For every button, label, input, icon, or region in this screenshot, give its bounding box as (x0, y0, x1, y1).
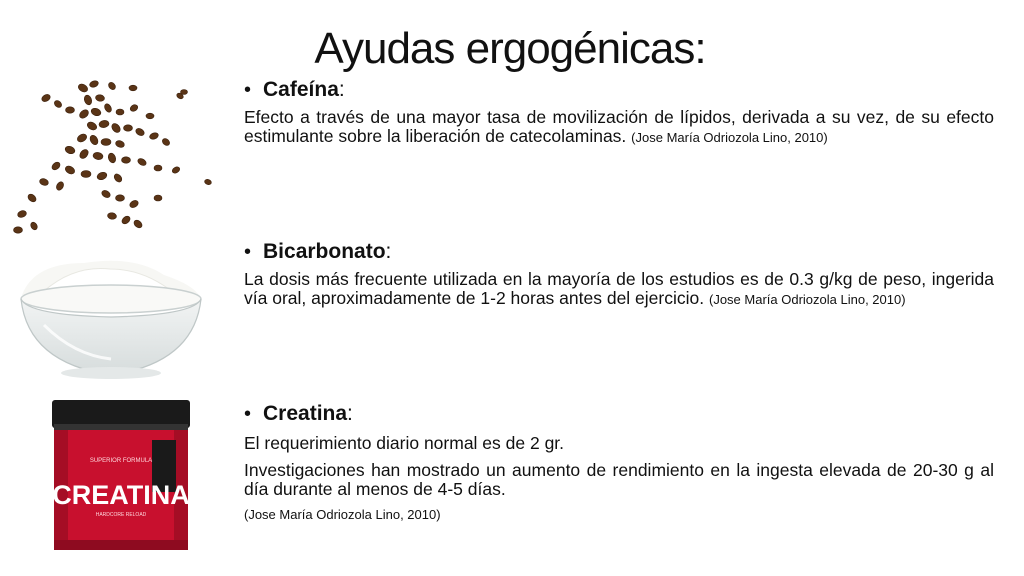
creatine-jar-label: CREATINA (52, 480, 190, 510)
creatina-citation: (Jose María Odriozola Lino, 2010) (244, 507, 441, 522)
svg-text:HARDCORE RELOAD: HARDCORE RELOAD (95, 512, 147, 518)
bullet-cafeina (244, 78, 994, 102)
bicarbonato-text: La dosis más frecuente utilizada en la mayoría de los estudios es de 0.3 g/kg de peso, ingerida vía oral, aproximadamente de 1-2 horas antes del ejercicio. (244, 269, 994, 308)
powder-bowl-image (14, 255, 208, 385)
svg-text:SUPERIOR FORMULA: SUPERIOR FORMULA (89, 458, 153, 464)
bicarbonato-text-block (244, 270, 994, 309)
slide-title: Ayudas ergogénicas: (314, 24, 706, 73)
cafeina-citation: (Jose María Odriozola Lino, 2010) (631, 130, 828, 145)
bullet-dot: • (244, 241, 252, 263)
heading-cafeina: Cafeína (263, 78, 339, 101)
cafeina-text: Efecto a través de una mayor tasa de movilización de lípidos, derivada a su vez, de su efecto estimulante sobre la liberación de catecolaminas. (244, 107, 994, 146)
heading-creatina: Creatina (263, 402, 348, 425)
section-bicarbonato (244, 240, 994, 309)
heading-colon: : (338, 78, 345, 101)
heading-bicarbonato: Bicarbonato (263, 240, 386, 263)
bicarbonato-citation: (Jose María Odriozola Lino, 2010) (709, 292, 906, 307)
creatina-line-2: Investigaciones han mostrado un aumento de rendimiento en la ingesta elevada de 20-30 g al día durante al menos de 4-5 días. (244, 460, 994, 499)
bullet-bicarbonato (244, 240, 994, 264)
cafeina-text-block (244, 108, 994, 147)
bullet-dot: • (244, 403, 252, 425)
coffee-beans-image (8, 78, 228, 243)
creatine-jar-image (52, 400, 190, 552)
heading-colon: : (385, 240, 392, 263)
creatina-line-1: El requerimiento diario normal es de 2 gr. (244, 433, 565, 453)
bullet-creatina (244, 402, 994, 426)
section-cafeina (244, 78, 994, 147)
section-creatina (244, 402, 994, 522)
heading-colon: : (347, 402, 353, 425)
bullet-dot: • (244, 79, 252, 101)
